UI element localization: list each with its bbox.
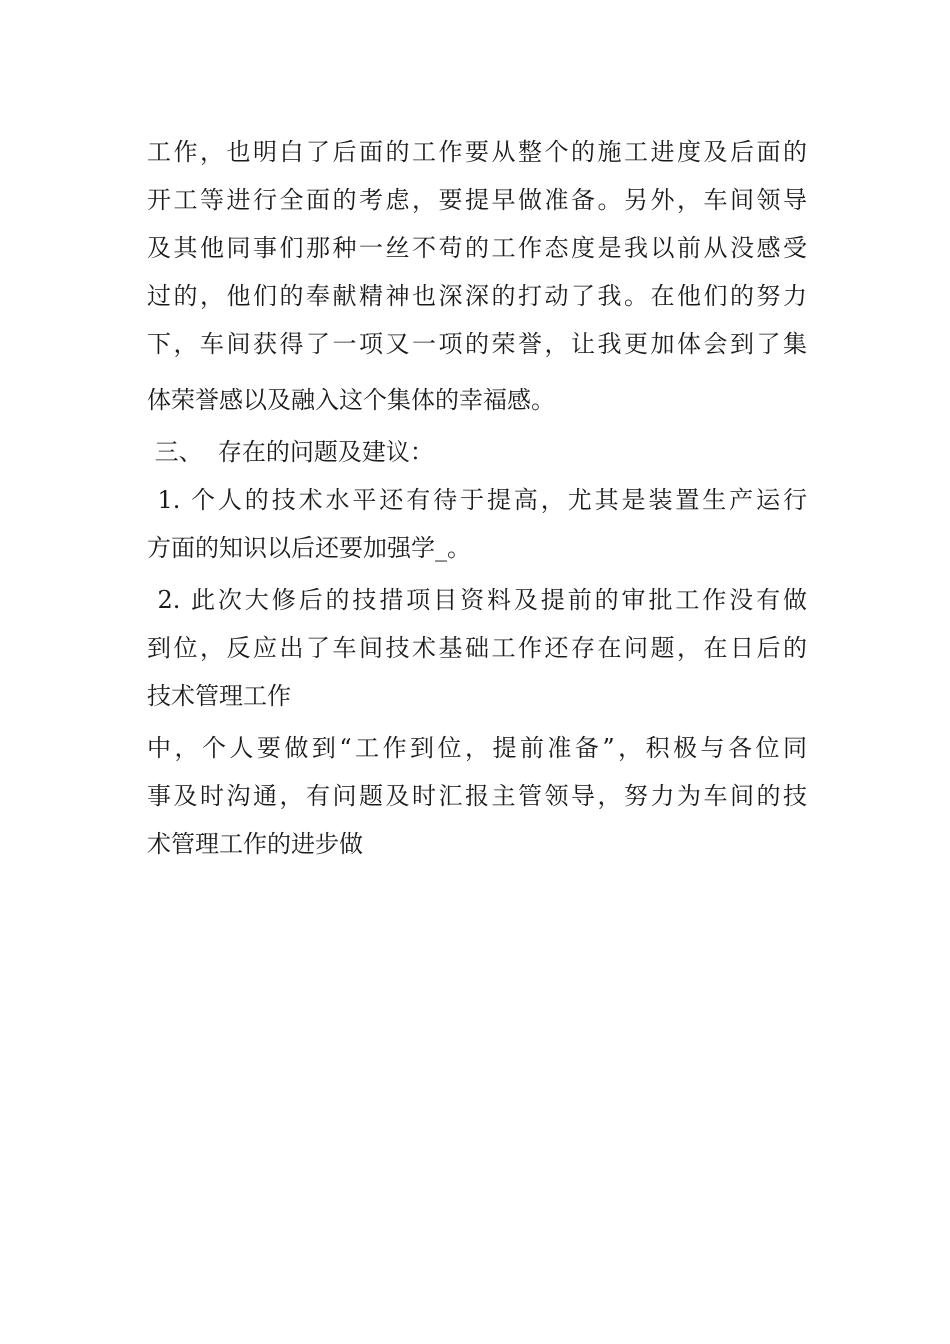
body-text-line: 技术管理工作	[147, 682, 291, 710]
body-text-line: 下，车间获得了一项又一项的荣誉，让我更加体会到了集	[147, 330, 807, 358]
list-item-text: 1. 个人的技术水平还有待于提高，尤其是装置生产运行	[147, 486, 807, 514]
body-text-line: 过的，他们的奉献精神也深深的打动了我。在他们的努力	[147, 282, 807, 310]
body-text-line: 中，个人要做到“工作到位，提前准备”，积极与各位同	[147, 734, 807, 762]
body-text-line: 到位，反应出了车间技术基础工作还存在问题，在日后的	[147, 634, 807, 662]
body-text-line: 事及时沟通，有问题及时汇报主管领导，努力为车间的技	[147, 782, 807, 810]
body-text-line: 术管理工作的进步做	[147, 830, 363, 858]
section-heading: 三、 存在的问题及建议：	[147, 438, 434, 466]
body-text-line: 体荣誉感以及融入这个集体的幸福感。	[147, 386, 555, 414]
list-item-text: 2. 此次大修后的技措项目资料及提前的审批工作没有做	[147, 586, 807, 614]
body-text-line: 及其他同事们那种一丝不苟的工作态度是我以前从没感受	[147, 234, 807, 262]
body-text-line: 开工等进行全面的考虑，要提早做准备。另外，车间领导	[147, 186, 807, 214]
body-text-line: 方面的知识以后还要加强学_。	[147, 534, 471, 562]
body-text-line: 工作，也明白了后面的工作要从整个的施工进度及后面的	[147, 138, 807, 166]
